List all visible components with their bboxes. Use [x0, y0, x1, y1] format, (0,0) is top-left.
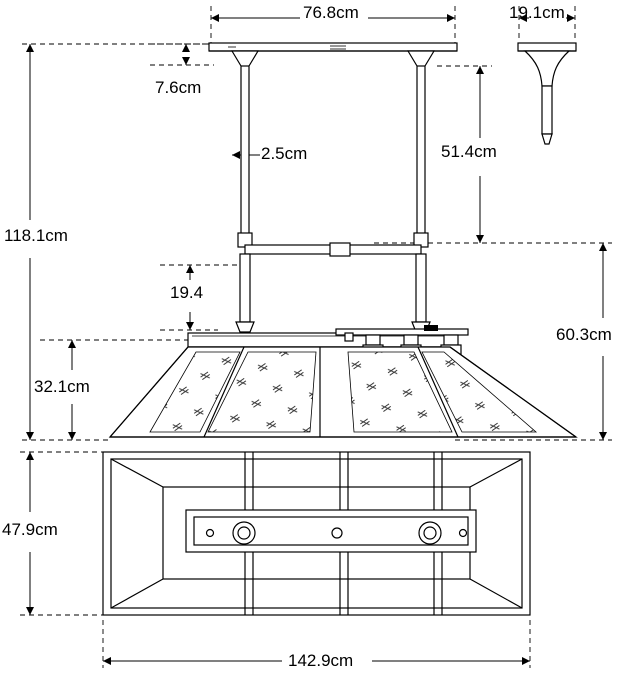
- dimension-label-rod-drop: 51.4cm: [441, 142, 497, 161]
- dimension-label-top-width: 76.8cm: [303, 3, 359, 22]
- dimension-label-overall-height: 118.1cm: [4, 226, 68, 245]
- front-elevation-geometry: [110, 43, 576, 437]
- dimension-label-plan-width: 142.9cm: [288, 651, 354, 670]
- dimension-label-shade-height: 32.1cm: [34, 377, 90, 396]
- dimension-label-fixture-height: 60.3cm: [556, 325, 612, 344]
- dimension-label-rod-diameter: 2.5cm: [261, 144, 308, 163]
- dimension-label-crossbar-drop: 19.4: [170, 283, 204, 302]
- dimension-label-plan-depth: 47.9cm: [2, 520, 58, 539]
- plan-view-geometry: [103, 452, 530, 615]
- dimension-label-canopy-height: 7.6cm: [155, 78, 202, 97]
- side-canopy-detail-geometry: [518, 43, 576, 144]
- dimension-label-canopy-small: 19.1cm: [509, 3, 565, 22]
